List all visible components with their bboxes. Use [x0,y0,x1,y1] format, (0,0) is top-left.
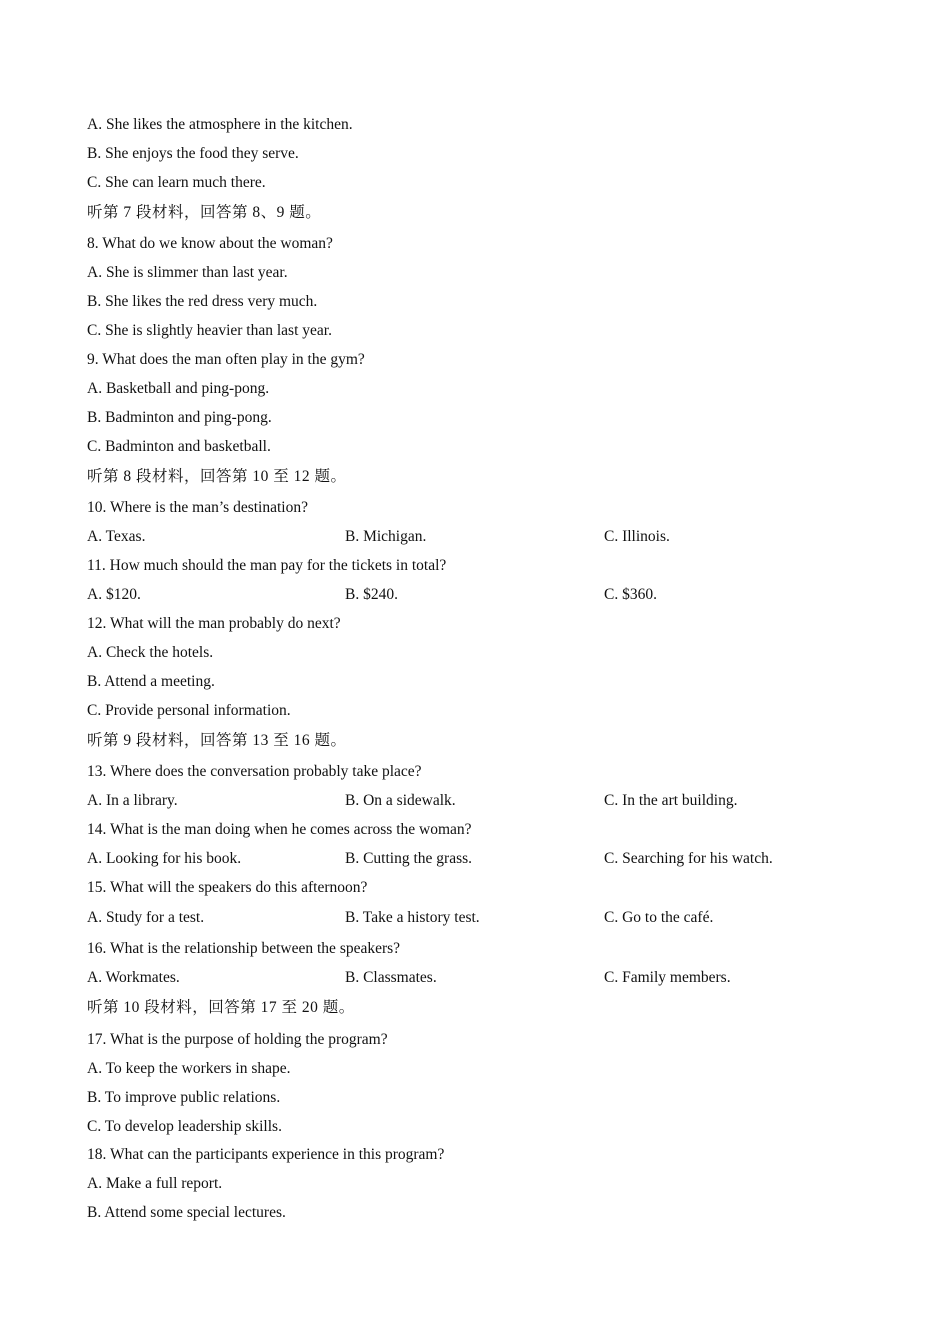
option-c: C. Illinois. [604,528,670,545]
question-14: 14. What is the man doing when he comes across the woman? [87,821,472,838]
section-instruction: 听第 9 段材料，回答第 13 至 16 题。 [87,732,347,749]
option-a: A. $120. [87,586,141,603]
option-line: C. Badminton and basketball. [87,438,271,455]
option-c: C. Family members. [604,969,731,986]
option-line: C. She can learn much there. [87,174,266,191]
option-c: C. Go to the café. [604,909,714,926]
question-17: 17. What is the purpose of holding the program? [87,1031,388,1048]
option-line: A. Check the hotels. [87,644,214,661]
option-a: A. Workmates. [87,969,180,986]
question-10: 10. Where is the man’s destination? [87,499,308,516]
option-line: B. To improve public relations. [87,1089,281,1106]
option-line: B. She enjoys the food they serve. [87,145,299,162]
option-line: C. To develop leadership skills. [87,1118,282,1135]
option-line: A. She is slimmer than last year. [87,264,288,281]
option-line: B. Badminton and ping-pong. [87,409,272,426]
option-b: B. Michigan. [345,528,427,545]
question-12: 12. What will the man probably do next? [87,615,341,632]
option-line: A. She likes the atmosphere in the kitchen. [87,116,353,133]
option-b: B. Take a history test. [345,909,480,926]
option-line: A. Make a full report. [87,1175,223,1192]
option-b: B. Classmates. [345,969,437,986]
option-b: B. $240. [345,586,398,603]
option-a: A. Texas. [87,528,146,545]
section-instruction: 听第 7 段材料，回答第 8、9 题。 [87,204,322,221]
option-line: A. Basketball and ping-pong. [87,380,270,397]
option-b: B. Cutting the grass. [345,850,473,867]
option-a: A. Study for a test. [87,909,205,926]
question-16: 16. What is the relationship between the speakers? [87,940,401,957]
option-line: B. She likes the red dress very much. [87,293,318,310]
option-b: B. On a sidewalk. [345,792,456,809]
option-c: C. In the art building. [604,792,738,809]
option-c: C. $360. [604,586,657,603]
question-8: 8. What do we know about the woman? [87,235,333,252]
question-13: 13. Where does the conversation probably take place? [87,763,422,780]
options-row [87,849,867,869]
options-row [87,968,867,988]
option-line: C. She is slightly heavier than last year. [87,322,332,339]
option-line: B. Attend a meeting. [87,673,215,690]
option-line: B. Attend some special lectures. [87,1204,286,1221]
question-11: 11. How much should the man pay for the tickets in total? [87,557,447,574]
section-instruction: 听第 8 段材料，回答第 10 至 12 题。 [87,468,347,485]
option-line: A. To keep the workers in shape. [87,1060,291,1077]
options-row [87,791,867,811]
section-instruction: 听第 10 段材料，回答第 17 至 20 题。 [87,999,355,1016]
question-9: 9. What does the man often play in the gym? [87,351,365,368]
option-line: C. Provide personal information. [87,702,291,719]
option-c: C. Searching for his watch. [604,850,773,867]
question-18: 18. What can the participants experience in this program? [87,1146,445,1163]
option-a: A. Looking for his book. [87,850,242,867]
question-15: 15. What will the speakers do this afternoon? [87,879,368,896]
option-a: A. In a library. [87,792,178,809]
options-row [87,908,867,928]
options-row [87,585,867,605]
options-row [87,527,867,547]
